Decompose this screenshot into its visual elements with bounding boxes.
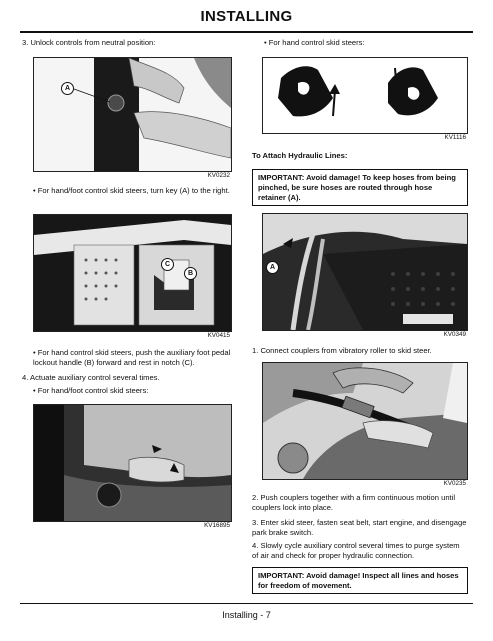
photo-hose-retainer xyxy=(262,213,468,331)
photo-key-unlock xyxy=(33,57,232,172)
page-footer: Installing - 7 xyxy=(222,610,271,620)
callout-a: A xyxy=(61,82,74,95)
step-3-text: 3. Unlock controls from neutral position: xyxy=(22,38,156,47)
photo-code: KV0415 xyxy=(207,332,230,339)
photo-couplers xyxy=(262,362,468,480)
photo-code: KV0349 xyxy=(443,331,466,338)
step-4-text: 4. Actuate auxiliary control several times. xyxy=(22,373,160,382)
callout-c: C xyxy=(161,258,174,271)
step-1-text: 1. Connect couplers from vibratory roller to skid steer. xyxy=(252,346,432,355)
step-3-text: 3. Enter skid steer, fasten seat belt, start engine, and disengage park brake switch. xyxy=(252,518,467,537)
bullet-hand: • For hand control skid steers: xyxy=(264,38,365,47)
bullet-handfoot: • For hand/foot control skid steers: xyxy=(33,386,149,395)
footer-rule xyxy=(20,603,473,604)
photo-code: KV0232 xyxy=(207,172,230,179)
bullet-key: • For hand/foot control skid steers, turn key (A) to the right. xyxy=(33,186,230,195)
photo-foot-pedal xyxy=(33,214,232,332)
page-title: INSTALLING xyxy=(200,8,293,25)
bullet-pedal: • For hand control skid steers, push the auxiliary foot pedal lockout handle (B) forward and rest in notch (C). xyxy=(33,348,231,367)
callout-a: A xyxy=(266,261,279,274)
step-4-text: 4. Slowly cycle auxiliary control several times to purge system of air and check for proper hydraulic connection. xyxy=(252,541,460,560)
important-notice-hoses: IMPORTANT: Avoid damage! To keep hoses from being pinched, be sure hoses are routed through hose retainer (A). xyxy=(252,169,468,206)
photo-code: KV16895 xyxy=(204,522,230,529)
header-rule xyxy=(20,31,473,33)
photo-hand-control-levers xyxy=(262,57,468,134)
section-heading: To Attach Hydraulic Lines: xyxy=(252,151,348,160)
photo-code: KV1116 xyxy=(444,134,466,141)
important-notice-inspect: IMPORTANT: Avoid damage! Inspect all lines and hoses for freedom of movement. xyxy=(252,567,468,594)
photo-code: KV0235 xyxy=(443,480,466,487)
step-2-text: 2. Push couplers together with a firm continuous motion until couplers lock into place. xyxy=(252,493,456,512)
photo-hand-control xyxy=(33,404,232,522)
callout-b: B xyxy=(184,267,197,280)
